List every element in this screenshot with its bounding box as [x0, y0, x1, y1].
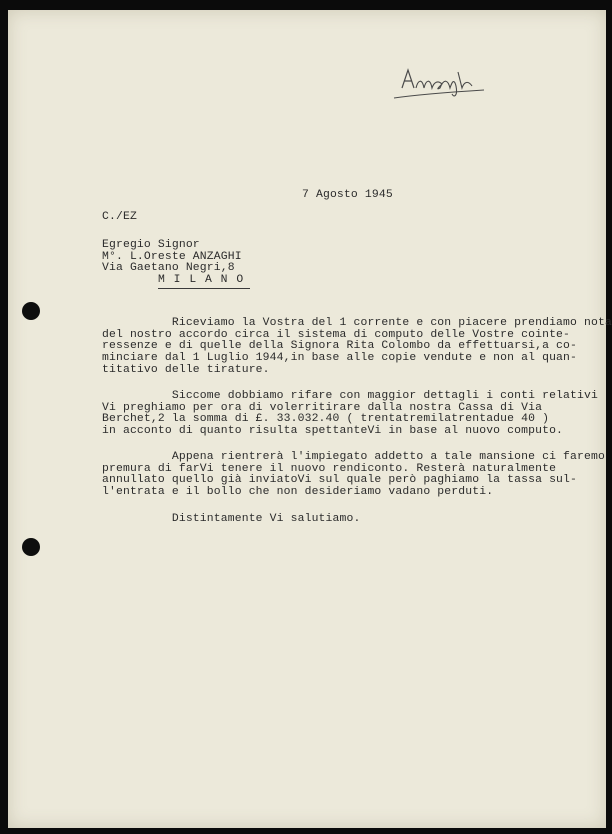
closing-line: Distintamente Vi salutiamo.: [102, 513, 361, 525]
reference-code: C./EZ: [102, 211, 137, 223]
body-paragraph-2: Siccome dobbiamo rifare con maggior dettagli i conti relativi Vi preghiamo per ora di volerritirare dalla nostra Cassa di Via Berchet,2 la somma di £. 33.032.40 ( trentatremilatrentadue 40 ) in acconto di quanto risulta spettanteVi in base al nuovo computo.: [102, 390, 598, 438]
punch-hole-top: [22, 302, 40, 320]
body-paragraph-1: Riceviamo la Vostra del 1 corrente e con piacere prendiamo nota del nostro accordo circa il sistema di computo delle Vostre cointe- ressenze e di quelle della Signora Rita Colombo da effettuarsi,a co- minciare dal 1 Luglio 1944,in base alle copie vendute e non al quan- titativo delle tirature.: [102, 317, 612, 376]
handwritten-signature: [392, 58, 488, 102]
salutation-line: Egregio Signor: [102, 239, 200, 251]
recipient-city: M I L A N O: [158, 274, 245, 287]
punch-hole-bottom: [22, 538, 40, 556]
body-paragraph-3: Appena rientrerà l'impiegato addetto a tale mansione ci faremo premura di farVi tenere il nuovo rendiconto. Resterà naturalmente annullato quello già inviatoVi sul quale però paghiamo la tassa sul- l'entrata e il bollo che non desideriamo vadano perduti.: [102, 451, 605, 499]
recipient-street: Via Gaetano Negri,8: [102, 262, 235, 275]
recipient-address: [102, 240, 244, 287]
city-underline: [158, 288, 250, 289]
recipient-name: M°. L.Oreste ANZAGHI: [102, 250, 242, 263]
letter-date: 7 Agosto 1945: [302, 189, 393, 201]
